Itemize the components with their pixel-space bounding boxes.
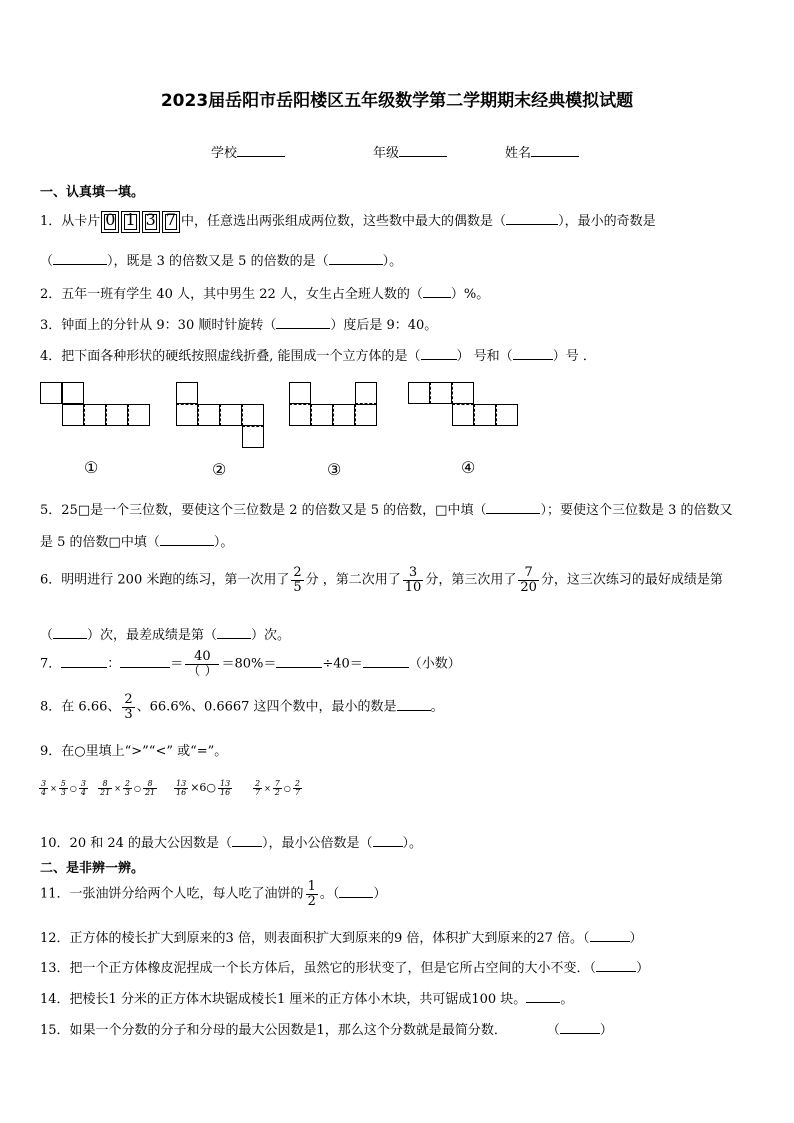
answer-blank[interactable] [232, 846, 262, 847]
section-2-heading: 二、是非辨一辨。 [40, 861, 145, 876]
fraction: $\frac{1}{2}$ [307, 879, 316, 909]
question-2: 2．五年一班有学生 40 人，其中男生 22 人，女生占全班人数的（ ）%。 [40, 287, 490, 302]
net-label-2: ② [212, 460, 227, 479]
answer-blank[interactable] [560, 1033, 600, 1034]
answer-blank[interactable] [276, 328, 330, 329]
question-11: 11．一张油饼分给两个人吃，每人吃了油饼的 $\frac{1}{2}$ 。（ ） [40, 879, 387, 909]
answer-blank[interactable] [526, 1002, 560, 1003]
answer-blank[interactable] [276, 667, 322, 668]
fraction: $\frac{7}{20}$ [520, 565, 537, 595]
answer-blank[interactable] [53, 264, 107, 265]
question-1-line-2: （ ），既是 3 的倍数又是 5 的倍数的是（ ）。 [40, 254, 403, 269]
grade-field[interactable] [373, 142, 447, 161]
answer-blank[interactable] [120, 667, 170, 668]
question-5-line-2: 是 5 的倍数□中填（ ）。 [40, 535, 234, 550]
question-6-line-2: （ ）次，最差成绩是第（ ）次。 [40, 628, 291, 643]
card-0: 0 [101, 211, 119, 233]
answer-blank[interactable] [160, 545, 214, 546]
fraction: $\frac{2}{5}$ [293, 565, 302, 595]
fraction: $\frac{2}{3}$ [124, 692, 133, 722]
question-8: 8．在 6.66、 $\frac{2}{3}$ 、66.6%、0.6667 这四个数中，最小的数是 。 [40, 692, 444, 722]
card-3: 3 [142, 211, 160, 233]
card-1: 1 [121, 211, 139, 233]
answer-blank[interactable] [421, 359, 457, 360]
question-12: 12．正方体的棱长扩大到原来的3 倍，则表面积扩大到原来的9 倍，体积扩大到原来的27 倍。（ ） [40, 931, 643, 946]
name-label: 姓名 [505, 146, 532, 161]
answer-blank[interactable] [217, 638, 251, 639]
answer-blank[interactable] [53, 638, 87, 639]
answer-blank[interactable] [506, 224, 558, 225]
question-1-line-1: 1．从卡片 0 1 3 7 中，任意选出两张组成两位数，这些数中最大的偶数是（ ），最小的奇数是 [40, 210, 656, 233]
answer-blank[interactable] [486, 513, 540, 514]
question-13: 13．把一个正方体橡皮泥捏成一个长方体后，虽然它的形状变了，但是它所占空间的大小不变．（ ） [40, 961, 650, 976]
answer-blank[interactable] [397, 710, 431, 711]
answer-blank[interactable] [596, 971, 636, 972]
fraction: $\frac{3}{10}$ [404, 565, 422, 595]
fraction: $\frac{40}{( )}$ [187, 649, 218, 679]
answer-blank[interactable] [513, 359, 553, 360]
answer-blank[interactable] [339, 897, 373, 898]
compare-item-4[interactable]: $\frac{2}{7}$ × $\frac{7}{2}$ ○ $\frac{2}{7}$ [255, 779, 300, 798]
section-1-heading: 一、认真填一填。 [40, 185, 145, 200]
answer-blank[interactable] [590, 941, 630, 942]
question-7: 7． ： ＝ $\frac{40}{( )}$ ＝80%＝ ÷40＝ （小数） [40, 649, 461, 679]
compare-item-2[interactable]: $\frac{8}{21}$ × $\frac{2}{3}$ ○ $\frac{8}{21}$ [100, 779, 156, 798]
answer-blank[interactable] [423, 297, 451, 298]
net-label-3: ③ [327, 460, 342, 479]
question-14: 14．把棱长1 分米的正方体木块锯成棱长1 厘米的正方体小木块，共可锯成100 块。 。 [40, 992, 574, 1007]
question-6-line-1: 6．明明进行 200 米跑的练习，第一次用了 $\frac{2}{5}$ 分 ，第二次用了 $\frac{3}{10}$ 分，第三次用了 $\frac{7}{20}$ 分，这三次练习的最好成绩是第 [40, 565, 723, 595]
answer-blank[interactable] [363, 667, 409, 668]
school-field[interactable] [211, 142, 285, 161]
name-field[interactable] [505, 142, 579, 161]
net-label-4: ④ [461, 458, 476, 477]
question-9: 9．在○里填上“>”“<” 或“=”。 [40, 744, 228, 759]
answer-blank[interactable] [329, 264, 383, 265]
question-3: 3．钟面上的分针从 9：30 顺时针旋转（ ）度后是 9：40。 [40, 318, 438, 333]
answer-blank[interactable] [61, 667, 107, 668]
grade-label: 年级 [373, 146, 400, 161]
question-15: 15．如果一个分数的分子和分母的最大公因数是1，那么这个分数就是最简分数． （ ） [40, 1023, 613, 1038]
school-label: 学校 [211, 146, 238, 161]
compare-item-1[interactable]: $\frac{3}{4}$ × $\frac{5}{3}$ ○ $\frac{3}{4}$ [41, 779, 86, 798]
page-title: 2023届岳阳市岳阳楼区五年级数学第二学期期末经典模拟试题 [160, 91, 634, 111]
card-7: 7 [162, 211, 180, 233]
net-label-1: ① [84, 458, 99, 477]
question-4: 4．把下面各种形状的硬纸按照虚线折叠, 能围成一个立方体的是（ ） 号和（ ）号 ． [40, 349, 596, 364]
answer-blank[interactable] [373, 846, 403, 847]
compare-item-3[interactable]: $\frac{13}{16}$ ×6○ $\frac{13}{16}$ [176, 779, 231, 798]
question-10: 10．20 和 24 的最大公因数是（ ），最小公倍数是（ ）。 [40, 836, 423, 851]
question-5-line-1: 5．25□是一个三位数，要使这个三位数是 2 的倍数又是 5 的倍数，□中填（ ）；要使这个三位数是 3 的倍数又 [40, 503, 733, 518]
